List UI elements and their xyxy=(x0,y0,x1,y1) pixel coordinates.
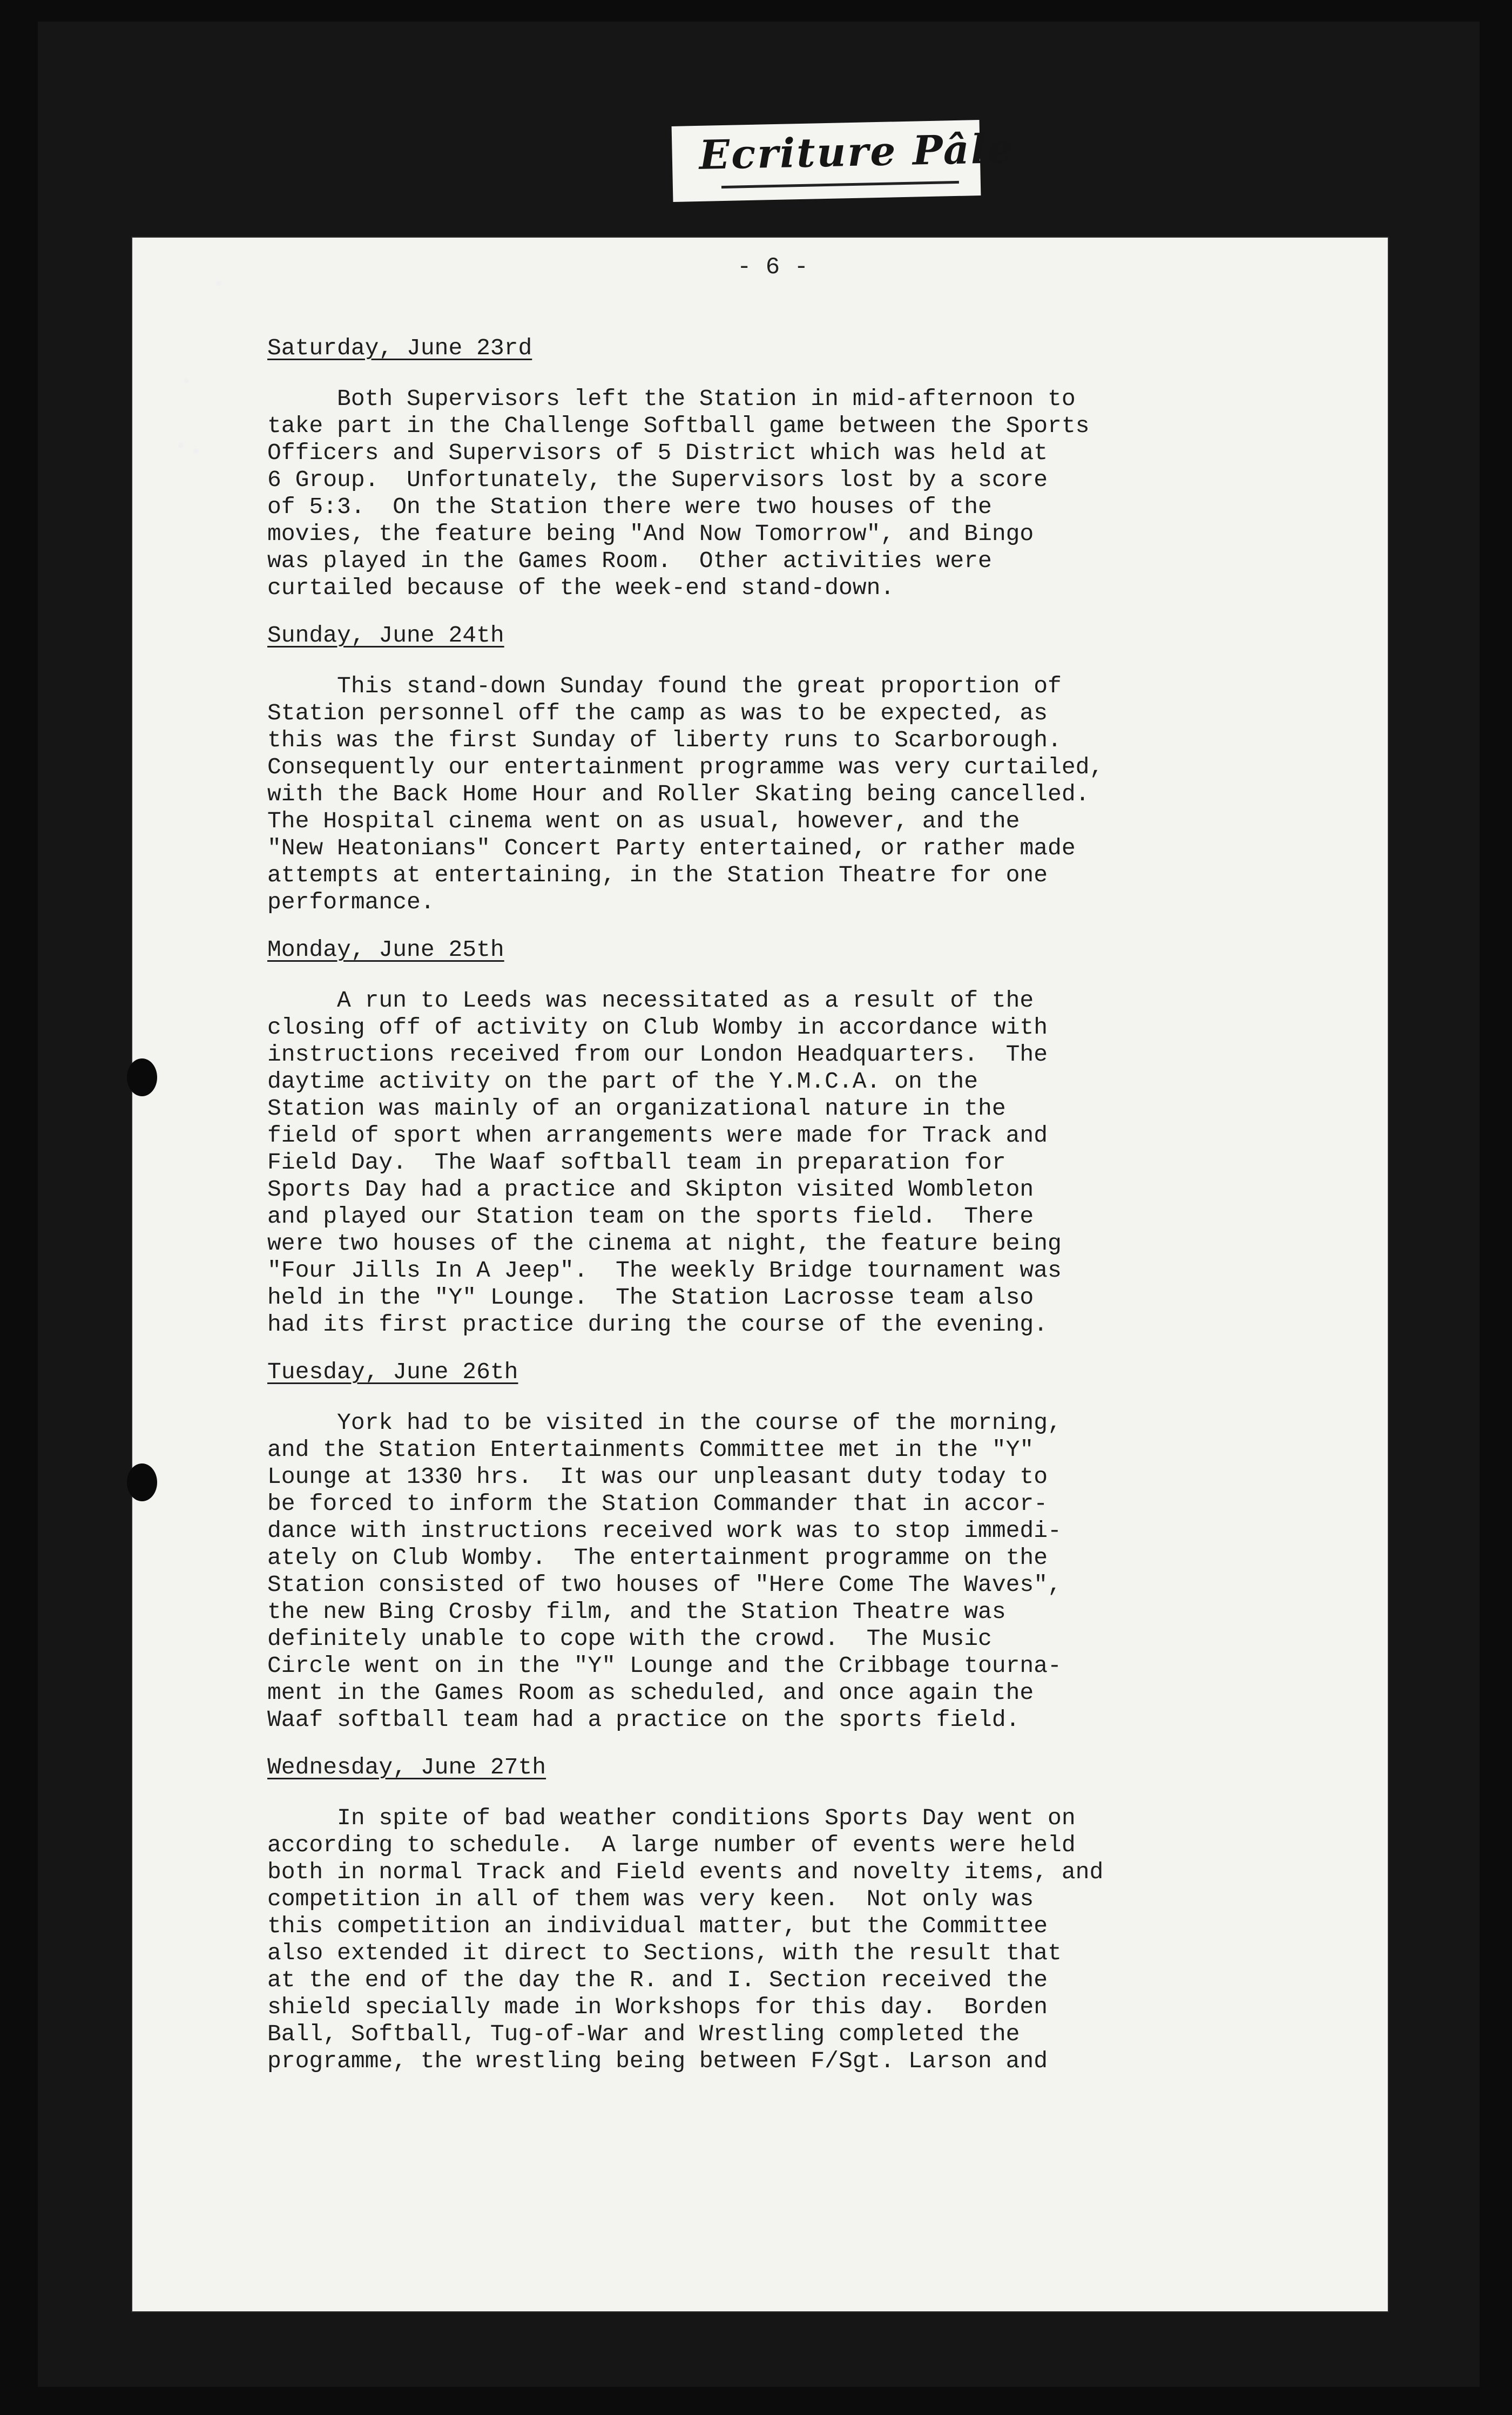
entry-heading: Wednesday, June 27th xyxy=(267,1754,546,1780)
archive-label xyxy=(672,120,1015,202)
entry-heading: Saturday, June 23rd xyxy=(267,335,532,361)
entry-heading: Tuesday, June 26th xyxy=(267,1359,518,1385)
punch-hole xyxy=(127,1058,157,1096)
page-number: - 6 - xyxy=(737,254,809,281)
entry-text: Both Supervisors left the Station in mid-afternoon to take part in the Challenge Softball game between the Sports Officers and Supervisors of 5 District which was held at 6 Group. Unfortunately, the Supervisors lost by a score of 5:3. On the Station there were two houses of the movies, the feature being "And Now Tomorrow", and Bingo was played in the Games Room. Other activities were curtailed because of the week-end stand-down. xyxy=(267,386,1090,601)
scan-speck xyxy=(193,448,199,454)
scan-speck xyxy=(216,281,221,286)
entry-monday xyxy=(267,936,1374,1338)
entry-text: York had to be visited in the course of the morning, and the Station Entertainments Committee met in the "Y" Lounge at 1330 hrs. It was our unpleasant duty today to be forced to inform the Station Commander that in accor- dance with instructions received work was to stop immedi- ately on Club Womby. The entertainment programme on the Station consisted of two houses of "Here Come The Waves", the new Bing Crosby film, and the Station Theatre was definitely unable to cope with the crowd. The Music Circle went on in the "Y" Lounge and the Cribbage tourna- ment in the Games Room as scheduled, and once again the Waaf softball team had a practice on the sports field. xyxy=(267,1409,1062,1733)
entry-text: This stand-down Sunday found the great proportion of Station personnel off the camp as was to be expected, as this was the first Sunday of liberty runs to Scarborough. Consequently our entertainment programme was very curtailed, with the Back Home Hour and Roller Skating being cancelled. The Hospital cinema went on as usual, however, and the "New Heatonians" Concert Party entertained, or rather made attempts at entertaining, in the Station Theatre for one performance. xyxy=(267,673,1104,915)
entry-heading: Sunday, June 24th xyxy=(267,622,504,649)
entry-sunday xyxy=(267,622,1374,916)
archive-label-text: Ecriture Pâle xyxy=(698,125,1015,179)
document-body xyxy=(267,335,1374,2095)
scan-speck xyxy=(178,443,184,448)
entry-saturday xyxy=(267,335,1374,602)
entry-heading: Monday, June 25th xyxy=(267,936,504,963)
document-page xyxy=(132,238,1388,2311)
punch-hole xyxy=(127,1463,157,1501)
entry-text: In spite of bad weather conditions Sports Day went on according to schedule. A large number of events were held both in normal Track and Field events and novelty items, and competition in all of them was very keen. Not only was this competition an individual matter, but the Committee also extended it direct to Sections, with the result that at the end of the day the R. and I. Section received the shield specially made in Workshops for this day. Borden Ball, Softball, Tug-of-War and Wrestling completed the programme, the wrestling being between F/Sgt. Larson and xyxy=(267,1805,1104,2074)
archive-label-underline xyxy=(721,181,959,188)
entry-tuesday xyxy=(267,1359,1374,1733)
entry-text: A run to Leeds was necessitated as a result of the closing off of activity on Club Womby in accordance with instructions received from our London Headquarters. The daytime activity on the part of the Y.M.C.A. on the Station was mainly of an organizational nature in the field of sport when arrangements were made for Track and Field Day. The Waaf softball team in preparation for Sports Day had a practice and Skipton visited Wombleton and played our Station team on the sports field. There were two houses of the cinema at night, the feature being "Four Jills In A Jeep". The weekly Bridge tournament was held in the "Y" Lounge. The Station Lacrosse team also had its first practice during the course of the evening. xyxy=(267,987,1062,1338)
entry-wednesday xyxy=(267,1754,1374,2075)
scan-speck xyxy=(184,378,189,383)
